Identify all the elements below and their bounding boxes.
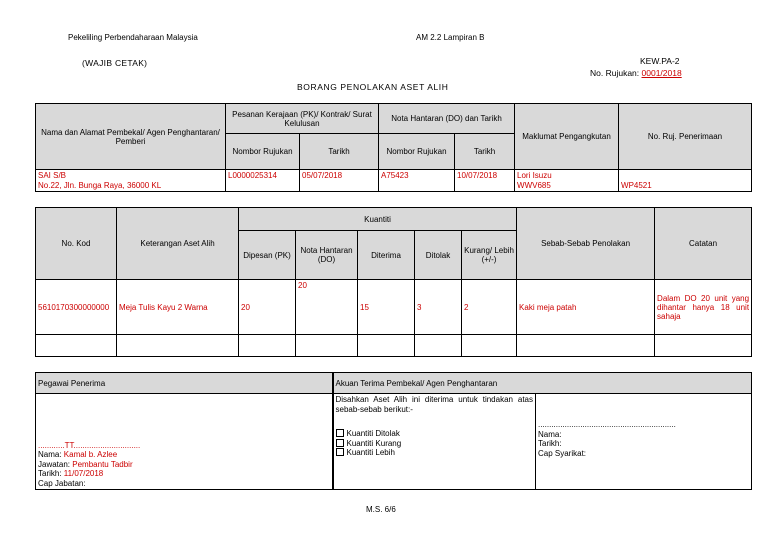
po-date-value: 05/07/2018 <box>300 170 379 192</box>
supplier-name: SAI S/B <box>38 171 67 180</box>
transport-plate: WWV685 <box>517 180 551 190</box>
supplier-signature-line: .............................................................. <box>538 420 676 429</box>
po-date-subheader: Tarikh <box>300 134 379 170</box>
receipt-header: No. Ruj. Penerimaan <box>619 104 752 170</box>
empty-cell <box>117 335 239 357</box>
option-rejected[interactable] <box>336 429 534 439</box>
empty-cell <box>239 335 296 357</box>
do-ref-subheader: Nombor Rujukan <box>379 134 455 170</box>
item-received: 15 <box>358 280 415 335</box>
reference-number-value: 0001/2018 <box>641 68 682 78</box>
transport-vehicle: Lori Isuzu <box>517 171 552 180</box>
supplier-date-label: Tarikh: <box>538 439 562 448</box>
declaration-text: Disahkan Aset Alih ini diterima untuk tindakan atas sebab-sebab berikut:- <box>335 395 533 414</box>
do-date-subheader: Tarikh <box>455 134 515 170</box>
circular-title: Pekeliling Perbendaharaan Malaysia <box>68 33 198 42</box>
diff-header: Kurang/ Lebih (+/-) <box>462 231 517 280</box>
supplier-signature-cell <box>536 394 752 490</box>
signature-table <box>35 372 752 490</box>
ordered-header: Dipesan (PK) <box>239 231 296 280</box>
item-rejected: 3 <box>415 280 462 335</box>
receiving-officer-cell <box>36 394 333 490</box>
print-mandatory-label: (WAJIB CETAK) <box>82 58 148 68</box>
transport-cell <box>515 170 619 192</box>
notes-header: Catatan <box>655 208 752 280</box>
name-value: Kamal b. Azlee <box>63 450 118 459</box>
empty-cell <box>296 335 358 357</box>
form-code: KEW.PA-2 <box>640 56 680 66</box>
transport-header: Maklumat Pengangkutan <box>515 104 619 170</box>
items-table <box>35 207 752 357</box>
desc-header: Keterangan Aset Alih <box>117 208 239 280</box>
company-stamp-label: Cap Syarikat: <box>538 448 587 458</box>
quantity-header: Kuantiti <box>239 208 517 231</box>
empty-cell <box>415 335 462 357</box>
checkbox-icon[interactable] <box>336 439 344 447</box>
supplier-ack-title: Akuan Terima Pembekal/ Agen Penghantaran <box>333 373 752 394</box>
rejected-header: Ditolak <box>415 231 462 280</box>
supplier-cell <box>36 170 226 192</box>
reason-header: Sebab-Sebab Penolakan <box>517 208 655 280</box>
option-short-label: Kuantiti Kurang <box>346 438 402 448</box>
table-row <box>36 335 752 357</box>
officer-signature: ............TT.............................. <box>38 440 141 450</box>
declaration-cell <box>333 394 536 490</box>
item-desc: Meja Tulis Kayu 2 Warna <box>117 280 239 335</box>
empty-cell <box>517 335 655 357</box>
empty-cell <box>462 335 517 357</box>
date-label: Tarikh: <box>38 469 62 478</box>
officer-date <box>38 469 330 479</box>
option-excess[interactable] <box>336 448 534 458</box>
supplier-table <box>35 103 752 192</box>
received-header: Diterima <box>358 231 415 280</box>
form-title: BORANG PENOLAKAN ASET ALIH <box>297 82 449 92</box>
officer-name <box>38 450 330 460</box>
item-notes: Dalam DO 20 unit yang dihantar hanya 18 unit sahaja <box>655 280 752 335</box>
supplier-address: No.22, Jln. Bunga Raya, 36000 KL <box>38 180 162 190</box>
supplier-header: Nama dan Alamat Pembekal/ Agen Penghantaran/ Pemberi <box>36 104 226 170</box>
department-stamp: Cap Jabatan: <box>38 478 86 488</box>
officer-post <box>38 460 330 470</box>
delivery-header: Nota Hantaran (DO) <box>296 231 358 280</box>
reference-number <box>590 68 682 78</box>
po-header: Pesanan Kerajaan (PK)/ Kontrak/ Surat Kelulusan <box>226 104 379 134</box>
receiving-officer-title: Pegawai Penerima <box>36 373 333 394</box>
name-label: Nama: <box>38 450 62 459</box>
po-ref-value: L0000025314 <box>226 170 300 192</box>
empty-cell <box>358 335 415 357</box>
do-date-value: 10/07/2018 <box>455 170 515 192</box>
receipt-value: WP4521 <box>619 170 752 192</box>
checkbox-icon[interactable] <box>336 448 344 456</box>
item-reason: Kaki meja patah <box>517 280 655 335</box>
option-excess-label: Kuantiti Lebih <box>346 448 395 457</box>
supplier-name-label: Nama: <box>538 429 562 439</box>
post-label: Jawatan: <box>38 459 71 469</box>
checkbox-icon[interactable] <box>336 429 344 437</box>
item-ordered: 20 <box>239 280 296 335</box>
item-delivery: 20 <box>296 280 358 335</box>
reference-label: AM 2.2 Lampiran B <box>416 33 485 42</box>
do-ref-value: A75423 <box>379 170 455 192</box>
item-code: 5610170300000000 <box>36 280 117 335</box>
do-header: Nota Hantaran (DO) dan Tarikh <box>379 104 515 134</box>
po-ref-subheader: Nombor Rujukan <box>226 134 300 170</box>
option-rejected-label: Kuantiti Ditolak <box>346 429 400 438</box>
code-header: No. Kod <box>36 208 117 280</box>
page-number: M.S. 6/6 <box>366 505 396 514</box>
option-short[interactable] <box>336 439 534 449</box>
empty-cell <box>36 335 117 357</box>
date-value: 11/07/2018 <box>63 469 104 478</box>
table-row <box>36 280 752 335</box>
item-diff: 2 <box>462 280 517 335</box>
reference-number-label: No. Rujukan: <box>590 68 640 78</box>
empty-cell <box>655 335 752 357</box>
post-value: Pembantu Tadbir <box>72 459 133 469</box>
